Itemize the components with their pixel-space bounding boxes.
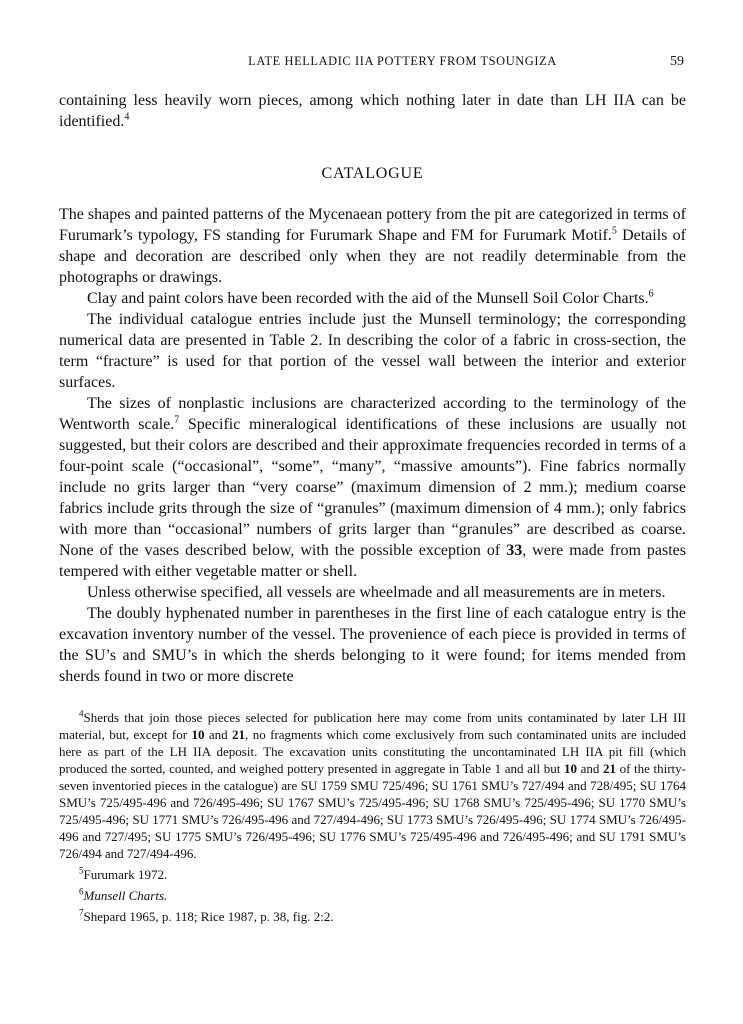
catalogue-number-ref: 21 bbox=[602, 761, 616, 776]
footnote-text: , no fragments which come exclusively from such contaminated units are included here as part of the LH IIA deposit. The excavation units constituting the uncontaminated LH IIA pit fill (which produced the sorted, counted, and weighed pottery presented in aggregate in Table 1 and all but bbox=[59, 727, 686, 776]
footnote-text: and bbox=[576, 761, 603, 776]
footnote-text: Munsell Charts. bbox=[83, 888, 168, 903]
paragraph-munsell bbox=[59, 288, 686, 309]
paragraph-typology bbox=[59, 204, 686, 288]
paragraph-terminology: The individual catalogue entries include just the Munsell terminology; the corresponding numerical data are presented in Table 2. In describing the color of a fabric in cross-section, the term “fracture” is used for that portion of the vessel wall between the interior and exterior surfaces. bbox=[59, 311, 686, 391]
footnote-label: 5 bbox=[79, 865, 84, 876]
footnote-ref-4[interactable]: 4 bbox=[124, 111, 130, 123]
footnote-text: Sherds that join those pieces selected for publication here may come from units contaminated by later LH III material, but, except for bbox=[59, 710, 686, 742]
footnote-ref-5[interactable]: 5 bbox=[611, 225, 617, 237]
paragraph-inclusions bbox=[59, 393, 686, 582]
footnote-label: 4 bbox=[79, 708, 84, 719]
footnotes bbox=[59, 709, 686, 925]
footnote-4 bbox=[59, 709, 686, 862]
page-number: 59 bbox=[670, 54, 684, 69]
footnote-text: of the thirty-seven inventoried pieces in the catalogue) are SU 1759 SMU 725/496; SU 1761 SMU’s 727/494 and 728/495; SU 1764 SMU’s 725/495-496 and 726/495-496; SU 1767 SMU’s 725/495-496; SU 1768 SMU’s 725/495-496; SU 1770 SMU’s 725/495-496; SU 1771 SMU’s 726/495-496 and 727/494-496; SU 1773 SMU’s 726/495-496; SU 1774 SMU’s 726/495-496 and 727/495; SU 1775 SMU’s 726/495-496; SU 1776 SMU’s 725/495-496 and 726/495-496; and SU 1791 SMU’s 726/494 and 727/494-496. bbox=[59, 761, 686, 861]
section-heading-catalogue: CATALOGUE bbox=[321, 165, 424, 182]
paragraph-text: containing less heavily worn pieces, among which nothing later in date than LH IIA can be identified. bbox=[59, 92, 686, 130]
catalogue-number-ref: 33 bbox=[506, 542, 523, 559]
paragraph-text: Clay and paint colors have been recorded with the aid of the Munsell Soil Color Charts. bbox=[87, 290, 649, 307]
paragraph-text: Specific mineralogical identifications of these inclusions are usually not suggested, but their colors are described and their approximate frequencies recorded in terms of a four-point scale (“occasional”, “some”, “many”, “massive amounts”). Fine fabrics normally include no grits larger than “very coarse” (maximum dimension of 2 mm.); medium coarse fabrics include grits through the size of “granules” (maximum dimension of 4 mm.); only fabrics with more than “occasional” numbers of grits larger than “granules” are described as coarse. None of the vases described below, with the possible exception of bbox=[59, 416, 687, 559]
paragraph-measurements: Unless otherwise specified, all vessels are wheelmade and all measurements are in meters. bbox=[87, 584, 666, 601]
paragraph-continuation bbox=[59, 90, 686, 132]
footnote-ref-7[interactable]: 7 bbox=[174, 414, 180, 426]
footnote-label: 7 bbox=[79, 907, 84, 918]
paragraph-text: , were made from pastes tempered with either vegetable matter or shell. bbox=[59, 542, 687, 580]
footnote-5 bbox=[59, 866, 686, 883]
catalogue-number-ref: 10 bbox=[191, 727, 205, 742]
paragraph-text: The shapes and painted patterns of the Mycenaean pottery from the pit are categorized in terms of Furumark’s typology, FS standing for Furumark Shape and FM for Furumark Motif. bbox=[59, 206, 686, 244]
footnote-7 bbox=[59, 908, 686, 925]
footnote-ref-6[interactable]: 6 bbox=[648, 288, 654, 300]
footnote-text: and bbox=[204, 727, 233, 742]
footnote-text: Shepard 1965, p. 118; Rice 1987, p. 38, fig. 2:2. bbox=[83, 909, 334, 924]
catalogue-number-ref: 21 bbox=[232, 727, 246, 742]
catalogue-number-ref: 10 bbox=[563, 761, 577, 776]
paragraph-text: The sizes of nonplastic inclusions are characterized according to the terminology of the Wentworth scale. bbox=[59, 395, 686, 433]
footnote-label: 6 bbox=[79, 886, 84, 897]
page bbox=[59, 54, 686, 929]
paragraph-inventory: The doubly hyphenated number in parentheses in the first line of each catalogue entry is the excavation inventory number of the vessel. The provenience of each piece is provided in terms of the SU’s and SMU’s in which the sherds belonging to it were found; for items mended from sherds found in two or more discrete bbox=[59, 605, 686, 685]
footnote-6 bbox=[59, 887, 686, 904]
footnote-text: Furumark 1972. bbox=[83, 867, 168, 882]
paragraph-text: Details of shape and decoration are described only when they are not readily determinable from the photographs or drawings. bbox=[59, 227, 686, 286]
running-head bbox=[59, 54, 686, 74]
running-title: LATE HELLADIC IIA POTTERY FROM TSOUNGIZA bbox=[248, 54, 557, 68]
